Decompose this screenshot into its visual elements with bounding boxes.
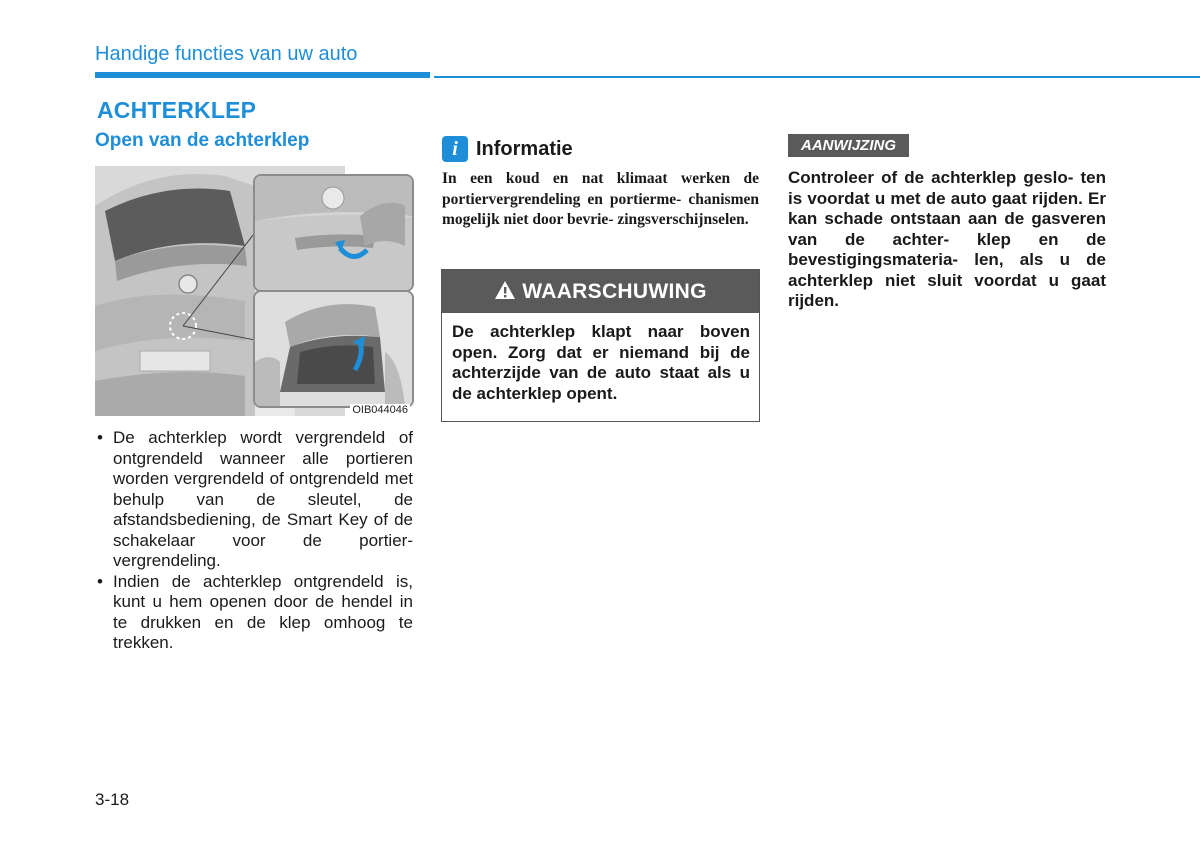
warning-header — [442, 270, 759, 313]
figure-code: OIB044046 — [352, 404, 408, 416]
handle-detail-inset — [253, 174, 414, 292]
section-title: ACHTERKLEP — [97, 97, 257, 123]
bullet-dot: • — [97, 428, 103, 447]
bullet-list — [95, 428, 413, 654]
warning-body: De achterklep klapt naar boven open. Zorg dat er niemand bij de achterzijde van de auto staat als u de achterklep opent. — [452, 322, 750, 403]
info-title: Informatie — [476, 138, 573, 160]
header-title: Handige functies van uw auto — [95, 43, 358, 65]
notice-body: Controleer of de achterklep geslo- ten is voordat u met de auto gaat rijden. Er kan schade ontstaan aan de gasveren van de achter- klep en de bevestigingsmateria- len, als u de achterklep niet sluit voordat u gaat rijden. — [788, 168, 1106, 310]
header-rule-thick — [95, 72, 430, 78]
section-subtitle: Open van de achterklep — [95, 130, 310, 151]
list-item — [95, 428, 413, 572]
list-item-text: Indien de achterklep ontgrendeld is, kunt u hem openen door de hendel in te drukken en de klep omhoog te trekken. — [113, 571, 413, 652]
warning-box — [441, 269, 760, 422]
header-rule-thin — [434, 76, 1200, 78]
list-item-text: De achterklep wordt vergrendeld of ontgrendeld wanneer alle portieren worden vergrendeld of ontgrendeld met behulp van de sleutel, de afstandsbediening, de Smart Key of de schakelaar voor de portier- vergrendeling. — [113, 428, 413, 570]
tailgate-illustration — [95, 166, 414, 418]
open-tailgate-inset — [253, 290, 414, 408]
bullet-dot: • — [97, 571, 103, 591]
notice-tag: AANWIJZING — [788, 134, 909, 157]
warning-title: WAARSCHUWING — [522, 280, 707, 303]
page-number: 3-18 — [95, 790, 130, 809]
warning-triangle-icon — [494, 280, 516, 300]
info-body: In een koud en nat klimaat werken de portiervergrendeling en portierme- chanismen mogelijk niet door bevrie- zingsverschijnselen. — [442, 170, 759, 228]
list-item — [95, 572, 413, 654]
info-icon: i — [442, 136, 468, 162]
